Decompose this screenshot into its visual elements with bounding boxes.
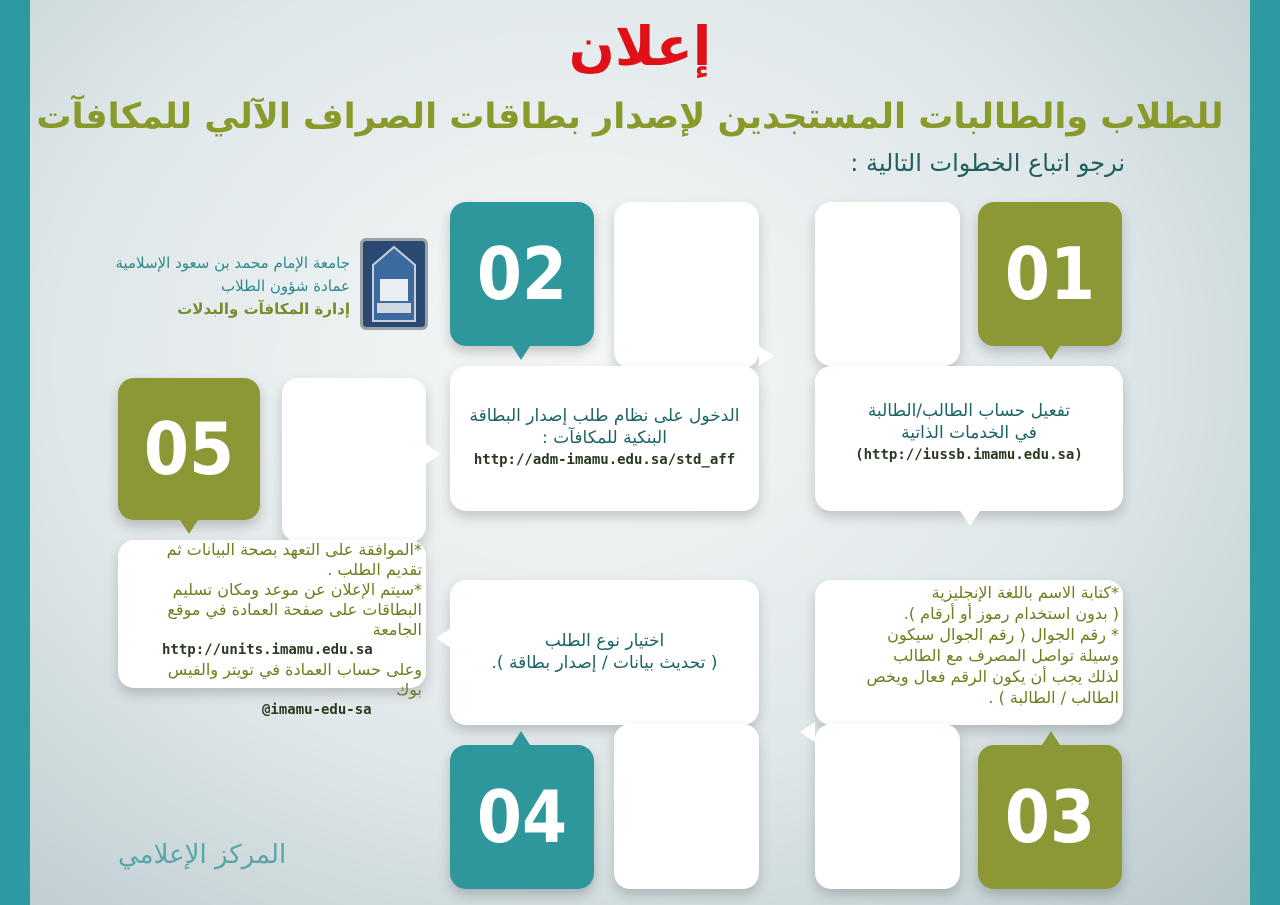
step-03-card-bottom: [815, 724, 960, 889]
step-02-number: 02: [450, 202, 594, 346]
deanship-name: عمادة شؤون الطلاب: [221, 277, 350, 295]
page-subtitle: للطلاب والطالبات المستجدين لإصدار بطاقات الصراف الآلي للمكافآت: [36, 97, 1224, 137]
step-02-text: الدخول على نظام طلب إصدار البطاقة البنكية للمكافآت : http://adm-imamu.edu.sa/std_aff: [469, 406, 740, 468]
instruction-text: نرجو اتباع الخطوات التالية :: [850, 149, 1125, 177]
step-02-tail: [759, 346, 774, 366]
step-01-tail: [960, 511, 980, 526]
step-04-tail: [436, 628, 451, 648]
step-03-tail: [800, 722, 815, 742]
step-04-card-bottom: [614, 724, 759, 889]
university-logo: [360, 238, 428, 330]
step-01-number: 01: [978, 202, 1122, 346]
university-info: [115, 252, 350, 321]
step-03-pointer: [1042, 731, 1060, 745]
step-01-pointer: [1042, 346, 1060, 360]
step-04-number: 04: [450, 745, 594, 889]
step-05-tail: [426, 444, 441, 464]
step-04-pointer: [512, 731, 530, 745]
logo-emblem-icon: [363, 241, 425, 327]
step-03-text: *كتابة الاسم باللغة الإنجليزية ( بدون استخدام رموز أو أرقام ). * رقم الجوال ( رقم الجوال سيكون وسيلة تواصل المصرف مع الطالب لذلك يجب أن يكون الرقم فعال ويخص الطالب / الطالبة ) .: [866, 583, 1119, 707]
step-02-pointer: [512, 346, 530, 360]
department-name: إدارة المكافآت والبدلات: [177, 300, 350, 318]
step-01-card-top: [815, 202, 960, 366]
step-05-number: 05: [118, 378, 260, 520]
step-03-number: 03: [978, 745, 1122, 889]
university-name: جامعة الإمام محمد بن سعود الإسلامية: [115, 254, 350, 272]
step-05-card-top: [282, 378, 426, 542]
step-05-pointer: [180, 520, 198, 534]
step-04-text: اختيار نوع الطلب ( تحديث بيانات / إصدار بطاقة ).: [491, 631, 718, 673]
step-05-text: *الموافقة على التعهد بصحة البيانات ثم تقديم الطلب . *سيتم الإعلان عن موعد ومكان تسليم البطاقات على صفحة العمادة في موقع الجامعة http://units.imamu.edu.sa وعلى حساب العمادة في تويتر والفيس بوك @imamu-edu-sa: [162, 540, 422, 718]
media-center-label: المركز الإعلامي: [118, 840, 287, 870]
step-01-text: تفعيل حساب الطالب/الطالبة في الخدمات الذاتية (http://iussb.imamu.edu.sa): [855, 401, 1083, 463]
page-title: إعلان: [568, 15, 712, 78]
step-02-card-top: [614, 202, 759, 368]
